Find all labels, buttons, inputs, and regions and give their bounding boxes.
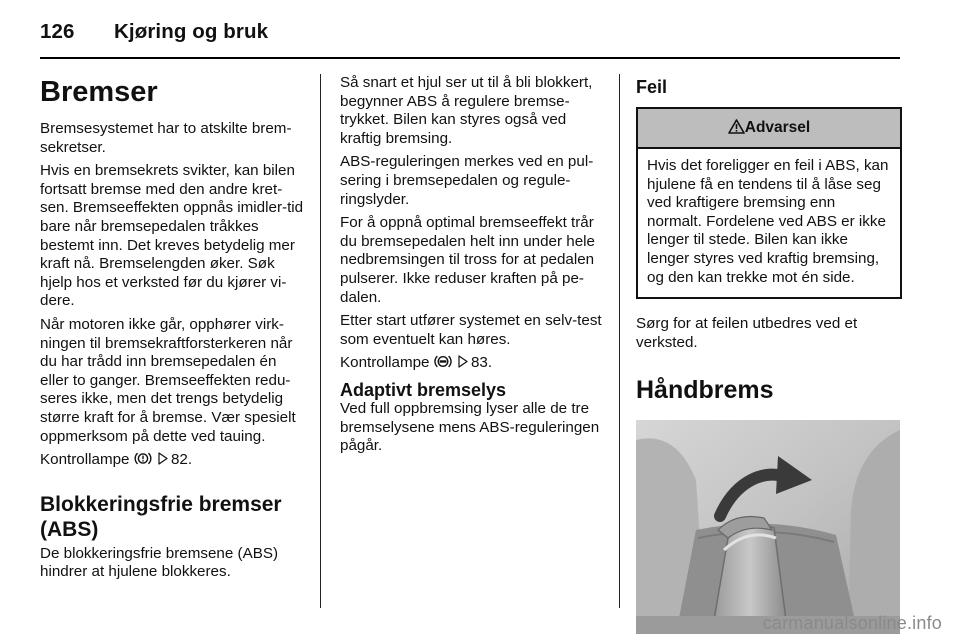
paragraph-adaptive-brake-lights: Ved full oppbremsing lyser alle de tre bremselysene mens ABS-reguleringen pågår. xyxy=(340,399,600,455)
column-2 xyxy=(340,74,602,461)
paragraph-self-test: Etter start utfører systemet en selv-test som eventuelt kan høres. xyxy=(340,312,602,348)
paragraph-optimal-braking: For å oppnå optimal bremseeffekt trår du bremsepedalen helt inn under hele nedbremsingen til tross for at pedalen pulserer. Ikke reduser kraften på pe-dalen. xyxy=(340,214,595,306)
page-reference-arrow-icon xyxy=(458,355,468,368)
paragraph-engine-off: Når motoren ikke går, opphører virk-ningen til bremsekraftforsterkeren når du har trådd inn bremsepedalen én eller to ganger. Bremseeffekten redu-seres ikke, men det trengs betydelig større kraft for å bremse. Vær spesielt oppmerksom på dette ved tauing. xyxy=(40,315,296,445)
heading-handbrems: Håndbrems xyxy=(636,376,774,405)
column-1 xyxy=(40,74,304,587)
control-lamp-label: Kontrollampe xyxy=(40,451,130,469)
control-lamp-line xyxy=(40,451,304,470)
abs-lamp-icon xyxy=(434,354,452,369)
heading-feil: Feil xyxy=(636,77,668,97)
heading-bremser: Bremser xyxy=(40,76,158,108)
paragraph-abs-intro: De blokkeringsfrie bremsene (ABS) hindrer at hjulene blokkeres. xyxy=(40,544,279,581)
control-lamp-label: Kontrollampe xyxy=(340,354,430,372)
heading-adaptive-brake-lights: Adaptivt bremselys xyxy=(340,379,507,400)
paragraph-repair: Sørg for at feilen utbedres ved et verksted. xyxy=(636,315,858,351)
column-divider-left xyxy=(320,74,321,608)
page-number: 126 xyxy=(40,20,75,43)
handbrake-illustration xyxy=(636,420,900,634)
header-rule xyxy=(40,57,900,59)
watermark: carmanualsonline.info xyxy=(762,613,942,633)
page-reference-arrow-icon xyxy=(158,452,168,465)
paragraph-brake-circuits: Bremsesystemet har to atskilte brem-sekretser. xyxy=(40,120,292,156)
column-divider-right xyxy=(619,74,620,608)
paragraph-circuit-failure: Hvis en bremsekrets svikter, kan bilen fortsatt bremse med den andre kret-sen. Bremseeffekten oppnås imidler-tid bare når bremsepedalen tråkkes bestemt inn. Det kreves betydelig mer kraft nå. Bremselengden øker. Søk hjelp hos et verksted før du kjører vi-dere. xyxy=(40,162,304,310)
section-title: Kjøring og bruk xyxy=(114,20,269,43)
column-3 xyxy=(636,74,902,634)
warning-text: Hvis det foreligger en feil i ABS, kan hjulene få en tendens til å låse seg ved kraftigere bremsing enn normalt. Fordelene ved ABS er ikke lenger til stede. Bilen kan ikke lenger styres ved kraftig bremsing, og den kan trekke mot én side. xyxy=(647,157,889,286)
paragraph-abs-regulation: Så snart et hjul ser ut til å bli blokkert, begynner ABS å regulere bremse-trykket. Bilen kan styres også ved kraftig bremsing. xyxy=(340,74,593,147)
warning-triangle-icon xyxy=(728,119,745,134)
brake-warning-lamp-icon xyxy=(134,451,152,466)
control-lamp-page-ref: 82. xyxy=(170,451,193,469)
heading-abs: Blokkeringsfrie bremser (ABS) xyxy=(40,492,282,541)
warning-box xyxy=(636,107,902,299)
warning-title: Advarsel xyxy=(744,119,811,136)
control-lamp-page-ref: 83. xyxy=(470,354,493,372)
page-header xyxy=(40,20,268,44)
warning-header xyxy=(638,109,900,149)
control-lamp-line-abs xyxy=(340,354,602,373)
paragraph-abs-pulsation: ABS-reguleringen merkes ved en pul-sering i bremsepedalen og regule-ringslyder. xyxy=(340,153,594,208)
